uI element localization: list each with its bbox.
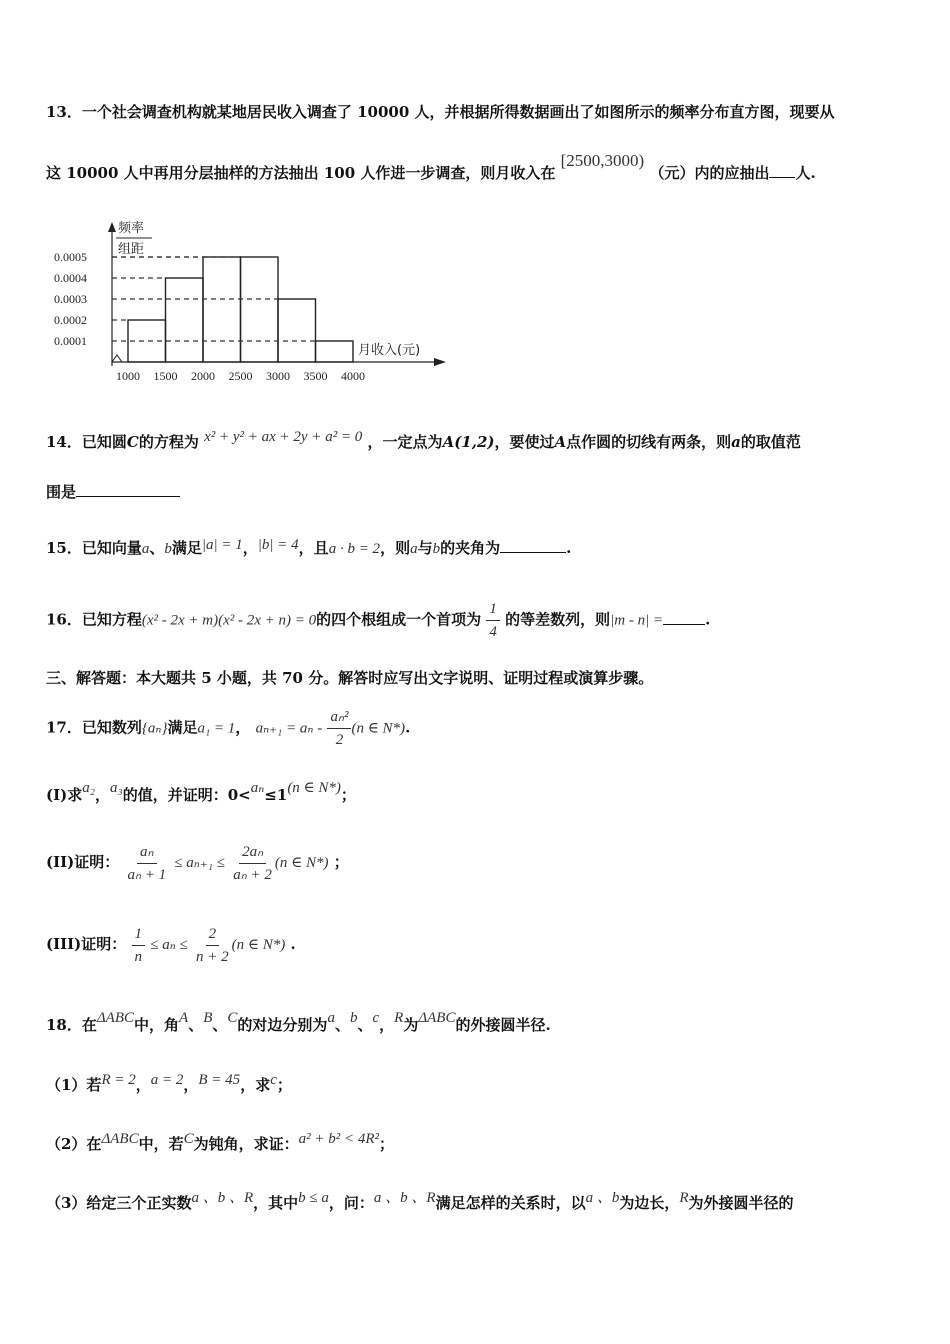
x-tick-label: 3000 bbox=[266, 369, 290, 383]
y-tick-label: 0.0004 bbox=[54, 271, 87, 285]
y-axis-label-top: 频率 bbox=[118, 221, 145, 236]
q14-line1: 14．已知圆C的方程为 x² + y² + ax + 2y + a² = 0 ，一定点为A(1,2)，要使过A点作圆的切线有两条，则a的取值范 bbox=[46, 429, 801, 451]
x-axis-label: 月收入(元) bbox=[358, 343, 421, 358]
q17-sequence: {aₙ} bbox=[141, 720, 168, 737]
q15-norm-b: |b| = 4 bbox=[257, 537, 299, 553]
q18-stem: 18．在ΔABC中，角A、B、C的对边分别为a、b、c，R为ΔABC的外接圆半径. bbox=[46, 1010, 551, 1034]
q16-answer-blank bbox=[663, 610, 705, 625]
x-tick-label: 3500 bbox=[303, 369, 328, 383]
histogram-bar bbox=[241, 257, 279, 362]
q17-part2: (II)证明： $\frac{\text{aₙ}}{\text{aₙ + 1}}$ ≤ aₙ₊₁ ≤ $\frac{\text{2aₙ}}{\text{aₙ + 2}}$ (n ∈ N*) ； bbox=[46, 838, 349, 887]
y-tick-label: 0.0002 bbox=[54, 313, 87, 327]
y-tick-label: 0.0003 bbox=[54, 292, 87, 306]
x-tick-label: 2000 bbox=[191, 369, 215, 383]
section-3-heading: 三、解答题：本大题共 5 小题，共 70 分。解答时应写出文字说明、证明过程或演算步骤。 bbox=[46, 669, 654, 687]
frequency-histogram bbox=[48, 216, 458, 386]
chart-labels bbox=[54, 220, 420, 383]
q17-part3: (III)证明： $\frac{1}{n}$ ≤ aₙ ≤ $\frac{2}{n + 2}$ (n ∈ N*) . bbox=[46, 920, 296, 969]
q16-equation: (x² - 2x + m)(x² - 2x + n) = 0 bbox=[141, 612, 317, 629]
q15-line: 15．已知向量a、b满足|a| = 1，|b| = 4，且a · b = 2，则a与b的夹角为 . bbox=[46, 537, 572, 557]
q14-answer-blank bbox=[76, 482, 180, 497]
chart-bars bbox=[112, 257, 353, 362]
y-axis-arrow bbox=[108, 222, 116, 232]
q16-fraction-quarter: $\frac{1}{4}$ bbox=[486, 598, 500, 643]
histogram-bar bbox=[316, 341, 354, 362]
histogram-bar bbox=[166, 278, 204, 362]
q16-abs-diff: |m - n| = bbox=[610, 612, 664, 629]
q14-line2: 围是 bbox=[46, 482, 180, 502]
y-axis-label-bottom: 组距 bbox=[118, 242, 145, 257]
q13-answer-blank bbox=[769, 163, 795, 178]
x-tick-label: 4000 bbox=[341, 369, 365, 383]
q16-line: 16．已知方程(x² - 2x + m)(x² - 2x + n) = 0的四个根组成一个首项为 $\frac{1}{4}$ 的等差数列，则|m - n| = . bbox=[46, 598, 710, 643]
q15-answer-blank bbox=[500, 538, 566, 553]
q17-recurrence: aₙ₊₁ = aₙ - bbox=[255, 720, 323, 737]
q18-part3: （3）给定三个正实数a 、b 、R，其中b ≤ a，问：a 、b 、R满足怎样的关系时，以a 、b为边长，R为外接圆半径的 bbox=[46, 1190, 794, 1212]
q13-line1: 13．一个社会调查机构就某地居民收入调查了 10000 人，并根据所得数据画出了如图所示的频率分布直方图，现要从 bbox=[46, 103, 835, 121]
x-tick-label: 1500 bbox=[153, 369, 178, 383]
y-tick-label: 0.0001 bbox=[54, 334, 87, 348]
histogram-bar bbox=[203, 257, 241, 362]
q18-part2: （2）在ΔABC中，若C为钝角，求证：a² + b² < 4R²； bbox=[46, 1131, 395, 1153]
q14-circle-equation: x² + y² + ax + 2y + a² = 0 bbox=[204, 429, 363, 445]
q17-part1: (I)求a₂，a₃的值，并证明：0<aₙ≤1(n ∈ N*)； bbox=[46, 780, 356, 804]
histogram-bar bbox=[278, 299, 316, 362]
q18-part1: （1）若R = 2，a = 2，B = 45，求c； bbox=[46, 1072, 292, 1094]
q13-interval: [2500,3000) bbox=[560, 151, 645, 170]
x-tick-label: 2500 bbox=[228, 369, 253, 383]
x-tick-label: 1000 bbox=[116, 369, 140, 383]
q15-dot-product: a · b = 2 bbox=[328, 541, 381, 557]
q17-stem: 17．已知数列{aₙ}满足a₁ = 1， aₙ₊₁ = aₙ - $\frac{\text{aₙ²}}{2}$ (n ∈ N*). bbox=[46, 706, 410, 751]
axis-break bbox=[112, 355, 128, 362]
q15-norm-a: |a| = 1 bbox=[201, 537, 243, 553]
y-tick-label: 0.0005 bbox=[54, 250, 87, 264]
q13-line2: 这 10000 人中再用分层抽样的方法抽出 100 人作进一步调查，则月收入在 [2500,3000) （元）内的应抽出 人. bbox=[46, 151, 816, 182]
x-axis-arrow bbox=[434, 358, 446, 366]
